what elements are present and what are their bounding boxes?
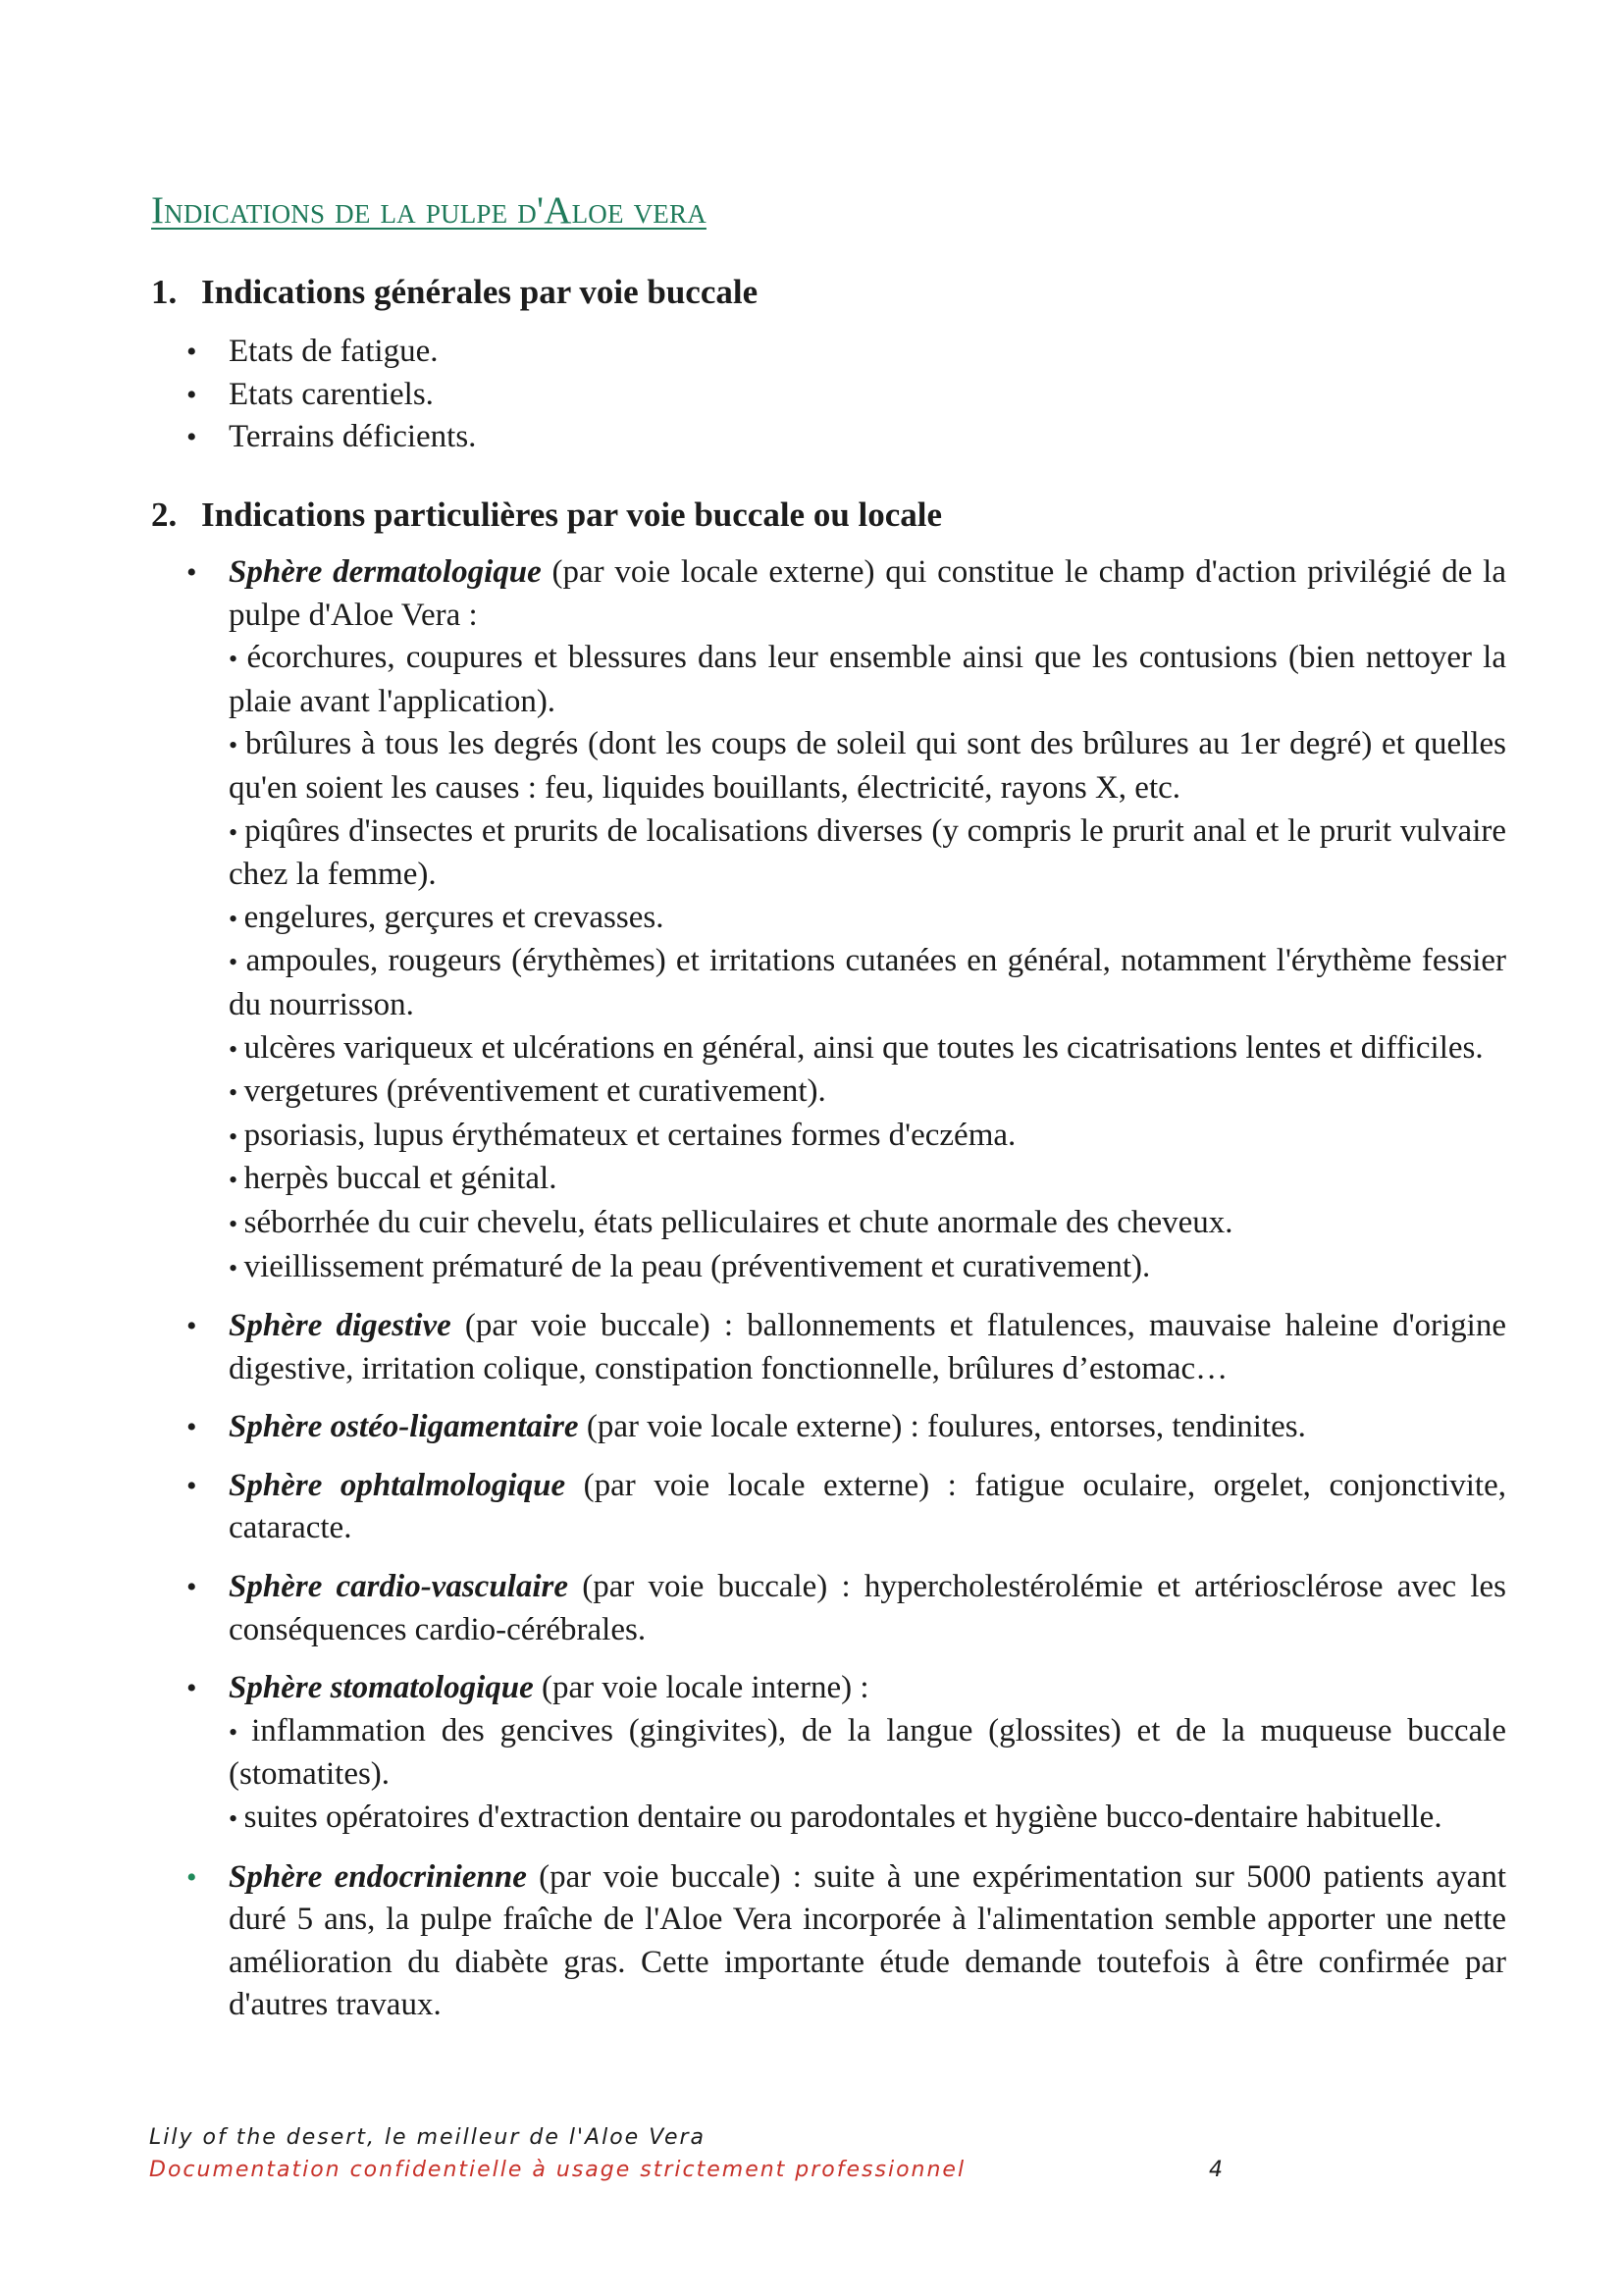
sphere-description: (par voie locale externe) : foulures, entorses, tendinites. — [578, 1409, 1306, 1445]
list-item: • Etats de fatigue. — [186, 331, 476, 374]
list-item: • Terrains déficients. — [186, 416, 476, 459]
bullet-icon: • — [186, 1672, 197, 1705]
sub-item: • ampoules, rougeurs (érythèmes) et irritations cutanées en général, notamment l'érythème fessier du nourrisson. — [229, 940, 1506, 1026]
sub-item: • vergetures (préventivement et curativement). — [229, 1070, 1506, 1115]
section-heading-text: Indications particulières par voie buccale ou locale — [201, 496, 943, 534]
bullet-icon: • — [186, 378, 197, 411]
sphere-name: Sphère dermatologique — [229, 554, 542, 590]
sub-item: • vieillissement prématuré de la peau (préventivement et curativement). — [229, 1246, 1506, 1290]
sub-item: • inflammation des gencives (gingivites), de la langue (glossites) et de la muqueuse buccale (stomatites). — [229, 1710, 1506, 1797]
section-heading-1 — [151, 273, 758, 312]
sphere-description: (par voie locale externe) qui constitue le champ d'action privilégié de la pulpe d'Aloe Vera : — [229, 554, 1506, 633]
sphere-item-ophtalmologique — [186, 1465, 1506, 1550]
sphere-name: Sphère endocrinienne — [229, 1858, 527, 1895]
section-heading-text: Indications générales par voie buccale — [201, 273, 759, 311]
section-number: 2. — [151, 496, 178, 534]
sphere-name: Sphère digestive — [229, 1308, 451, 1344]
sphere-item-stomatologique — [186, 1667, 1506, 1840]
sphere-item-endocrinienne — [186, 1856, 1506, 2027]
sub-item: • brûlures à tous les degrés (dont les coups de soleil qui sont des brûlures au 1er degré) et quelles qu'en soient les causes : feu, liquides bouillants, électricité, rayons X, etc. — [229, 723, 1506, 809]
sphere-name: Sphère cardio-vasculaire — [229, 1569, 569, 1605]
bullet-icon: • — [186, 1860, 197, 1894]
sphere-name: Sphère stomatologique — [229, 1670, 534, 1706]
footer-confidential: Documentation confidentielle à usage strictement professionnel — [149, 2158, 967, 2182]
bullet-icon: • — [186, 556, 197, 589]
sphere-name: Sphère ophtalmologique — [229, 1467, 566, 1503]
sphere-description: (par voie locale interne) : — [533, 1670, 869, 1706]
general-indications-list — [186, 331, 476, 459]
bullet-icon: • — [186, 1571, 197, 1604]
sub-item: • écorchures, coupures et blessures dans leur ensemble ainsi que les contusions (bien nettoyer la plaie avant l'application). — [229, 637, 1506, 723]
sub-item: • suites opératoires d'extraction dentaire ou parodontales et hygiène bucco-dentaire habituelle. — [229, 1797, 1506, 1841]
sphere-description: (par voie buccale) : ballonnements et flatulences, mauvaise haleine d'origine digestive, irritation colique, constipation fonctionnelle, brûlures d’estomac… — [229, 1308, 1506, 1386]
particular-indications-list — [186, 551, 1506, 2043]
section-heading-2 — [151, 496, 942, 535]
sphere-description: (par voie buccale) : suite à une expérimentation sur 5000 patients ayant duré 5 ans, la pulpe fraîche de l'Aloe Vera incorporée à l'alimentation semble apporter une nette amélioration du diabète gras. Cette importante étude demande toutefois à être confirmée par d'autres travaux. — [229, 1858, 1506, 2023]
sub-item: • ulcères variqueux et ulcérations en général, ainsi que toutes les cicatrisations lentes et difficiles. — [229, 1027, 1506, 1071]
sub-item: • engelures, gerçures et crevasses. — [229, 897, 1506, 941]
sub-item: • psoriasis, lupus érythémateux et certaines formes d'eczéma. — [229, 1115, 1506, 1159]
sphere-name: Sphère ostéo-ligamentaire — [229, 1409, 579, 1445]
bullet-icon: • — [186, 1469, 197, 1502]
section-number: 1. — [151, 273, 178, 311]
footer-brand: Lily of the desert, le meilleur de l'Aloe Vera — [149, 2125, 707, 2150]
bullet-icon: • — [186, 421, 197, 453]
sphere-description: (par voie buccale) : hypercholestérolémie et artériosclérose avec les conséquences cardio-cérébrales. — [229, 1569, 1506, 1647]
sphere-item-osteo-ligamentaire — [186, 1406, 1506, 1449]
sub-item: • piqûres d'insectes et prurits de localisations diverses (y compris le prurit anal et le prurit vulvaire chez la femme). — [229, 810, 1506, 897]
bullet-icon: • — [186, 336, 197, 368]
sphere-item-digestive — [186, 1305, 1506, 1390]
sphere-item-cardio-vasculaire — [186, 1566, 1506, 1651]
sphere-description: (par voie locale externe) : fatigue oculaire, orgelet, conjonctivite, cataracte. — [229, 1467, 1506, 1546]
page-number: 4 — [1209, 2158, 1223, 2182]
sub-item: • séborrhée du cuir chevelu, états pelliculaires et chute anormale des cheveux. — [229, 1202, 1506, 1246]
list-item: • Etats carentiels. — [186, 374, 476, 417]
bullet-icon: • — [186, 1310, 197, 1343]
sub-item: • herpès buccal et génital. — [229, 1158, 1506, 1202]
sphere-item-dermatologique — [186, 551, 1506, 1289]
bullet-icon: • — [186, 1411, 197, 1444]
page-title: Indications de la pulpe d'Aloe vera — [151, 189, 707, 232]
